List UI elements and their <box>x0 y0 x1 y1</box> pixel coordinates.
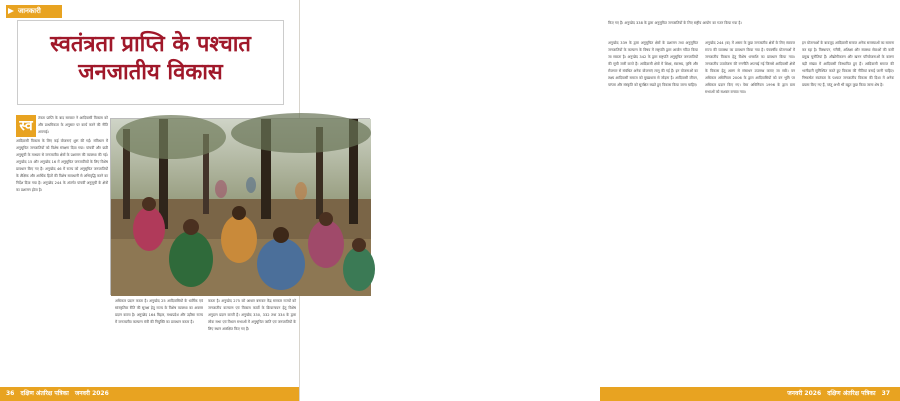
issue-date-right: जनवरी 2026 <box>787 390 822 397</box>
footer-left <box>0 387 300 401</box>
tribal-women-photo <box>111 119 371 296</box>
article-title <box>17 20 284 105</box>
column-1: आदिवासी विकास के लिए कई योजनाएं शुरू की गईं। संविधान में अनुसूचित जनजातियों को विशेष संरक्षण दिया गया। पांचवीं और छठी अनुसूची के माध्यम से जनजातीय क्षेत्रों के प्रशासन की व्यवस्था की गई। अनुच्छेद 15 और अनुच्छेद 16 में अनुसूचित जनजातियों के लिए विशेष प्रावधान किए गए हैं। अनुच्छेद 46 में राज्य को अनुसूचित जनजातियों के शैक्षिक और आर्थिक हितों की विशेष सावधानी से अभिवृद्धि करने का निर्देश दिया गया है। अनुच्छेद 244 के अंतर्गत पांचवीं अनुसूची के क्षेत्रों का प्रशासन होता है। <box>16 139 108 192</box>
column-5: अनुच्छेद 244 (क) में असम के कुछ जनजातीय क्षेत्रों के लिए स्वायत्त राज्य की व्यवस्था का प्रावधान किया गया है। पंचवर्षीय योजनाओं में जनजातीय विकास हेतु विशेष धनराशि का प्रावधान किया गया। जनजातीय उपयोजना की रणनीति अपनाई गई जिससे आदिवासी क्षेत्रों के विकास हेतु अलग से संसाधन उपलब्ध कराए जा सकें। वन अधिकार अधिनियम 2006 के द्वारा आदिवासियों को वन भूमि पर अधिकार प्रदान किए गए। पेसा अधिनियम 1996 के द्वारा ग्राम सभाओं को सशक्त बनाया गया। <box>705 41 795 94</box>
magazine-name-right: दक्षिण अंतरिक्ष पत्रिका <box>827 390 876 397</box>
magazine-name-left: दक्षिण अंतरिक्ष पत्रिका <box>20 390 69 397</box>
page-number-left: 36 <box>6 390 15 397</box>
dropcap: स्व <box>16 115 36 137</box>
title-line-2: जनजातीय विकास <box>78 60 223 85</box>
issue-date-left: जनवरी 2026 <box>74 390 109 397</box>
column-3-bottom: करता है। अनुच्छेद 275 को आधार बनाकर केंद्र सरकार राज्यों को जनजातीय कल्याण एवं विकास कार्यों के क्रियान्वयन हेतु विशेष अनुदान प्रदान करती है। अनुच्छेद 330, 332 तथा 334 के द्वारा लोक सभा एवं विधान सभाओं में अनुसूचित जाति एवं जनजातियों के लिए स्थान आरक्षित किए गए हैं। <box>208 299 296 331</box>
page-number-right: 37 <box>881 390 890 397</box>
title-line-1: स्वतंत्रता प्राप्ति के पश्चात <box>50 32 251 57</box>
section-tag <box>6 5 62 18</box>
column-4-top: किए गए हैं। अनुच्छेद 338 के द्वारा अनुसूचित जनजातियों के लिए राष्ट्रीय आयोग का गठन किया गया है। <box>608 21 742 25</box>
footer-right <box>600 387 900 401</box>
arrow-right-icon <box>8 8 14 14</box>
column-6: इन योजनाओं के बावजूद आदिवासी समाज अनेक समस्याओं का सामना कर रहा है। विस्थापन, गरीबी, अशिक्षा और स्वास्थ्य सेवाओं की कमी प्रमुख चुनौतियां हैं। औद्योगीकरण और खनन परियोजनाओं के कारण बड़ी संख्या में आदिवासी विस्थापित हुए हैं। आदिवासी समाज की भागीदारी सुनिश्चित करते हुए विकास की नीतियां बनाई जानी चाहिए। निष्कर्षतः स्वतंत्रता के पश्चात जनजातीय विकास की दिशा में अनेक प्रयास किए गए हैं, परंतु अभी भी बहुत कुछ किया जाना शेष है। <box>802 41 894 87</box>
article-photo <box>110 118 370 295</box>
column-2-bottom: अधिकार प्रदान करता है। अनुच्छेद 25 आदिवासियों के धार्मिक एवं सांस्कृतिक रीति की सुरक्षा हेतु राज्य के विशेष व्यवस्था का अवसर प्रदान करता है। अनुच्छेद 164 बिहार, मध्यप्रदेश और उड़ीसा राज्य में जनजातीय कल्याण मंत्री की नियुक्ति का प्रावधान करता है। <box>115 299 203 324</box>
lead-paragraph: तंत्रता प्राप्ति के बाद सरकार ने आदिवासी विकास को और प्राथमिकता के अनुसार पर कार्य करने की नीति अपनाई। <box>38 116 108 134</box>
column-4: अनुच्छेद 339 के द्वारा अनुसूचित क्षेत्रों के प्रशासन तथा अनुसूचित जनजातियों के कल्याण के विषय में राष्ट्रपति द्वारा आयोग गठित किया जा सकता है। अनुच्छेद 342 के द्वारा राष्ट्रपति अनुसूचित जनजातियों की सूची जारी करते हैं। आदिवासी क्षेत्रों में शिक्षा, स्वास्थ्य, कृषि और रोजगार से संबंधित अनेक योजनाएं लागू की गई हैं। इन योजनाओं का लक्ष्य आदिवासी समाज को मुख्यधारा से जोड़ना है। आदिवासी जीवन, परंपरा और संस्कृति को सुरक्षित रखते हुए विकास किया जाना चाहिए। <box>608 41 698 87</box>
section-label: जानकारी <box>18 7 41 15</box>
